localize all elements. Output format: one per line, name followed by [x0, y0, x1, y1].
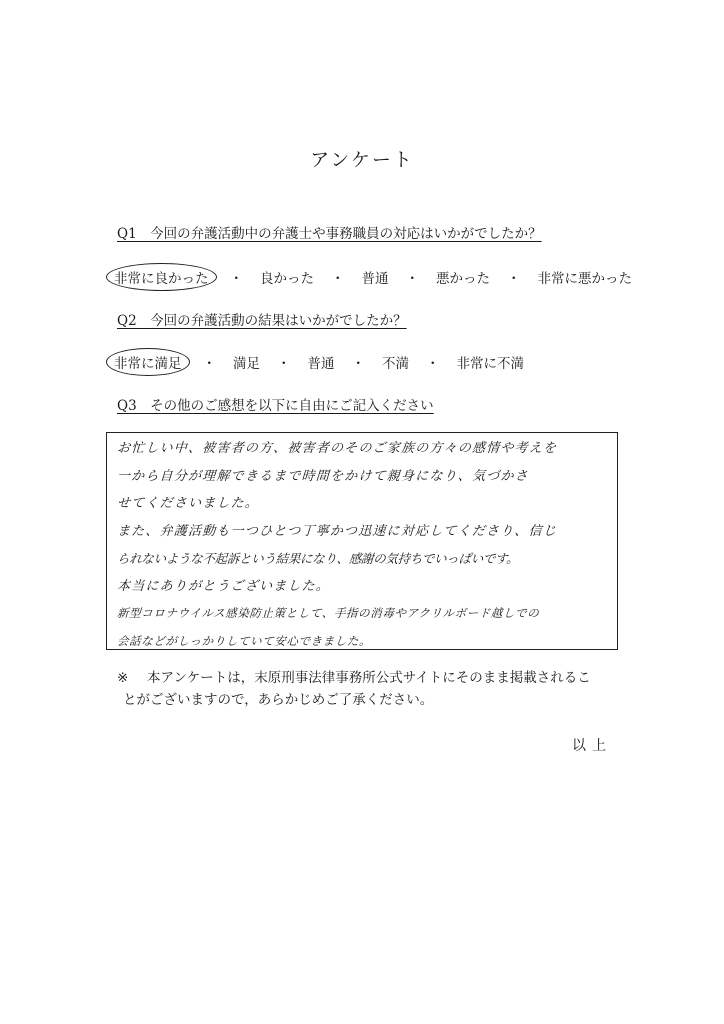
- closing-text: 以上: [572, 738, 612, 754]
- comment-line: 一から自分が理解できるまで時間をかけて親身になり、気づかさ: [116, 468, 530, 484]
- separator: ・: [229, 271, 243, 287]
- free-comment-box: [106, 432, 618, 650]
- q2-option-dissatisfied: 不満: [382, 356, 409, 372]
- question-1-options: [106, 263, 636, 291]
- q2-option-normal: 普通: [307, 356, 335, 372]
- separator: ・: [331, 271, 345, 287]
- note-line-2: とがございますので，あらかじめご了承ください。: [123, 692, 434, 708]
- separator: ・: [202, 356, 216, 372]
- q2-option-very-dissatisfied: 非常に不満: [456, 356, 524, 372]
- q1-option-very-good: 非常に良かった: [106, 263, 217, 291]
- comment-line: 新型コロナウイルス感染防止策として、手指の消毒やアクリルボード越しでの: [116, 606, 540, 620]
- q2-option-satisfied: 満足: [233, 356, 260, 372]
- note-line-1: 本アンケートは，末原刑事法律事務所公式サイトにそのまま掲載されるこ: [147, 670, 591, 686]
- comment-line: また、弁護活動も一つひとつ丁寧かつ迅速に対応してくださり、信じ: [116, 523, 558, 539]
- q1-option-very-bad: 非常に悪かった: [537, 271, 632, 287]
- question-3: Q3 その他のご感想を以下に自由にご記入ください: [117, 398, 434, 414]
- separator: ・: [351, 356, 365, 372]
- comment-line: られないような不起訴という結果になり、感謝の気持ちでいっぱいです。: [116, 551, 519, 566]
- question-2: Q2 今回の弁護活動の結果はいかがでしたか？: [117, 313, 407, 329]
- comment-line: せてくださいました。: [116, 496, 260, 511]
- comment-line: 会話などがしっかりしていて安心できました。: [116, 633, 372, 648]
- q1-option-good: 良かった: [260, 271, 314, 287]
- comment-line: 本当にありがとうございました。: [116, 578, 331, 594]
- separator: ・: [405, 271, 419, 287]
- q2-option-very-satisfied: 非常に満足: [106, 348, 190, 376]
- question-1: Q1 今回の弁護活動中の弁護士や事務職員の対応はいかがでしたか？: [117, 226, 542, 242]
- comment-line: お忙しい中、被害者の方、被害者のそのご家族の方々の感情や考えを: [116, 441, 558, 456]
- question-2-options: [106, 348, 528, 376]
- q1-option-bad: 悪かった: [436, 271, 490, 287]
- q1-option-normal: 普通: [361, 271, 389, 287]
- page-title: アンケート: [310, 149, 414, 171]
- separator: ・: [426, 356, 440, 372]
- note-mark: ※: [117, 670, 129, 686]
- separator: ・: [507, 271, 521, 287]
- publication-note: [117, 667, 617, 711]
- separator: ・: [277, 356, 291, 372]
